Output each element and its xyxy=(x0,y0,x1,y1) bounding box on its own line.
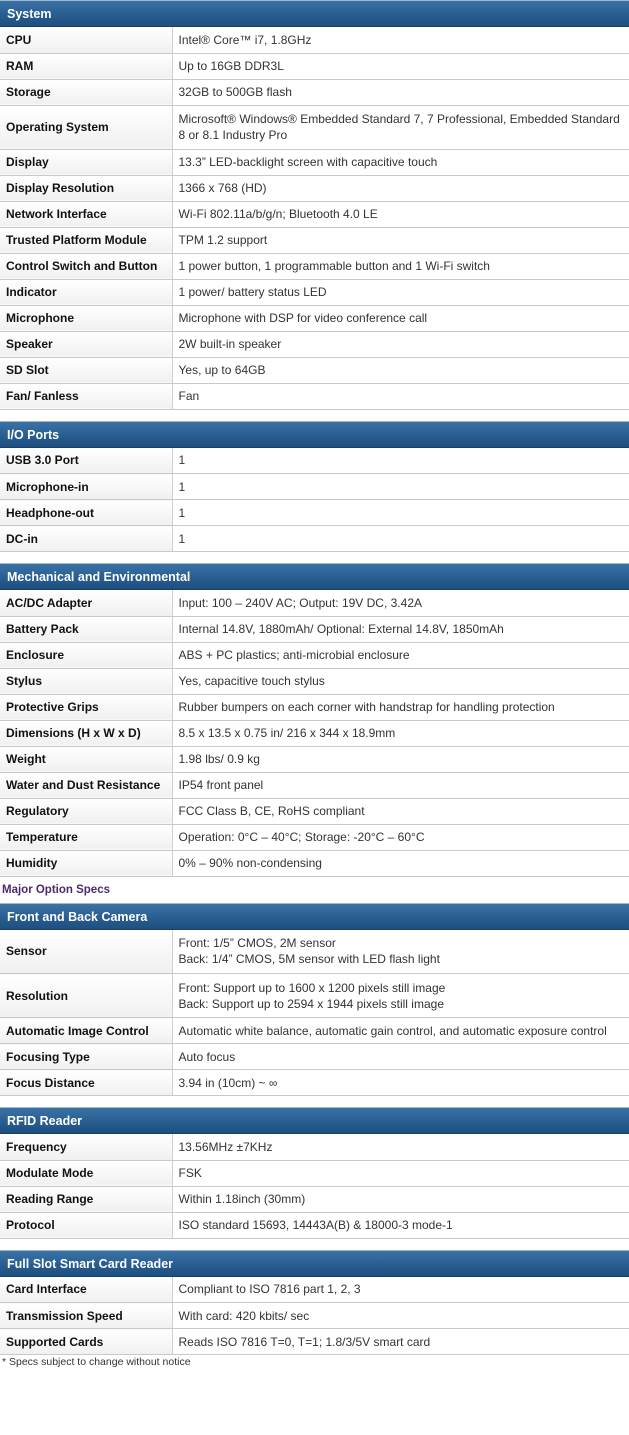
spec-row xyxy=(0,1160,629,1186)
spec-row xyxy=(0,149,629,175)
spec-label: DC-in xyxy=(0,526,172,552)
spec-value: Rubber bumpers on each corner with handstrap for handling protection xyxy=(172,694,629,720)
spec-row xyxy=(0,383,629,409)
spec-label: Operating System xyxy=(0,105,172,149)
spec-row xyxy=(0,1018,629,1044)
spec-label: Automatic Image Control xyxy=(0,1018,172,1044)
spec-label: Enclosure xyxy=(0,642,172,668)
spec-label: RAM xyxy=(0,53,172,79)
spec-label: USB 3.0 Port xyxy=(0,448,172,474)
spec-value: With card: 420 kbits/ sec xyxy=(172,1303,629,1329)
spec-row xyxy=(0,27,629,53)
spec-label: Focus Distance xyxy=(0,1070,172,1096)
spec-label: Resolution xyxy=(0,974,172,1018)
spec-label: Focusing Type xyxy=(0,1044,172,1070)
spec-row xyxy=(0,746,629,772)
spec-label: Frequency xyxy=(0,1134,172,1160)
spec-label: Supported Cards xyxy=(0,1329,172,1355)
spec-row xyxy=(0,357,629,383)
spec-value: 1366 x 768 (HD) xyxy=(172,175,629,201)
spec-value: 13.3” LED-backlight screen with capacitive touch xyxy=(172,149,629,175)
spec-table xyxy=(0,1134,629,1239)
section-spacer xyxy=(0,1239,629,1250)
spec-value: Internal 14.8V, 1880mAh/ Optional: External 14.8V, 1850mAh xyxy=(172,616,629,642)
spec-value: Front: Support up to 1600 x 1200 pixels still image Back: Support up to 2594 x 1944 pixels still image xyxy=(172,974,629,1018)
spec-label: CPU xyxy=(0,27,172,53)
section-full-slot-smart-card-reader xyxy=(0,1250,629,1356)
spec-label: Protective Grips xyxy=(0,694,172,720)
spec-label: Water and Dust Resistance xyxy=(0,772,172,798)
spec-value: IP54 front panel xyxy=(172,772,629,798)
spec-value: 1 power button, 1 programmable button and 1 Wi-Fi switch xyxy=(172,253,629,279)
spec-label: Modulate Mode xyxy=(0,1160,172,1186)
spec-value: Reads ISO 7816 T=0, T=1; 1.8/3/5V smart card xyxy=(172,1329,629,1355)
spec-row xyxy=(0,53,629,79)
spec-row xyxy=(0,616,629,642)
spec-row xyxy=(0,227,629,253)
spec-row xyxy=(0,668,629,694)
spec-row xyxy=(0,798,629,824)
spec-value: 8.5 x 13.5 x 0.75 in/ 216 x 344 x 18.9mm xyxy=(172,720,629,746)
spec-row xyxy=(0,772,629,798)
spec-value: 1 xyxy=(172,448,629,474)
spec-label: Weight xyxy=(0,746,172,772)
spec-value: FSK xyxy=(172,1160,629,1186)
spec-value: Up to 16GB DDR3L xyxy=(172,53,629,79)
spec-value: 3.94 in (10cm) ~ ∞ xyxy=(172,1070,629,1096)
spec-row xyxy=(0,448,629,474)
spec-value: ABS + PC plastics; anti-microbial enclosure xyxy=(172,642,629,668)
spec-row xyxy=(0,824,629,850)
spec-label: Regulatory xyxy=(0,798,172,824)
section-system xyxy=(0,0,629,410)
spec-row xyxy=(0,930,629,974)
section-i-o-ports xyxy=(0,421,629,553)
spec-value: Intel® Core™ i7, 1.8GHz xyxy=(172,27,629,53)
spec-value: 1.98 lbs/ 0.9 kg xyxy=(172,746,629,772)
spec-row xyxy=(0,1134,629,1160)
spec-value: 2W built-in speaker xyxy=(172,331,629,357)
section-header: Front and Back Camera xyxy=(0,903,629,930)
spec-value: Within 1.18inch (30mm) xyxy=(172,1186,629,1212)
spec-label: Speaker xyxy=(0,331,172,357)
spec-value: 1 xyxy=(172,500,629,526)
spec-label: Sensor xyxy=(0,930,172,974)
spec-label: Microphone-in xyxy=(0,474,172,500)
spec-row xyxy=(0,590,629,616)
spec-label: Control Switch and Button xyxy=(0,253,172,279)
spec-label: Network Interface xyxy=(0,201,172,227)
spec-value: 0% – 90% non-condensing xyxy=(172,850,629,876)
spec-row xyxy=(0,1186,629,1212)
spec-value: 1 xyxy=(172,474,629,500)
spec-label: Indicator xyxy=(0,279,172,305)
spec-label: Display Resolution xyxy=(0,175,172,201)
spec-table xyxy=(0,590,629,877)
spec-value: 13.56MHz ±7KHz xyxy=(172,1134,629,1160)
spec-label: Protocol xyxy=(0,1212,172,1238)
spec-row xyxy=(0,175,629,201)
spec-value: 32GB to 500GB flash xyxy=(172,79,629,105)
spec-row xyxy=(0,105,629,149)
spec-value: Input: 100 – 240V AC; Output: 19V DC, 3.42A xyxy=(172,590,629,616)
footnote: * Specs subject to change without notice xyxy=(2,1356,191,1368)
spec-value: Auto focus xyxy=(172,1044,629,1070)
spec-sections-options xyxy=(0,903,629,1356)
spec-label: Battery Pack xyxy=(0,616,172,642)
spec-label: Display xyxy=(0,149,172,175)
spec-label: Headphone-out xyxy=(0,500,172,526)
section-spacer xyxy=(0,1096,629,1107)
spec-row xyxy=(0,1070,629,1096)
spec-value: Yes, up to 64GB xyxy=(172,357,629,383)
spec-value: 1 power/ battery status LED xyxy=(172,279,629,305)
spec-label: SD Slot xyxy=(0,357,172,383)
spec-row xyxy=(0,526,629,552)
spec-label: Fan/ Fanless xyxy=(0,383,172,409)
spec-row xyxy=(0,1303,629,1329)
spec-row xyxy=(0,694,629,720)
spec-label: Card Interface xyxy=(0,1277,172,1303)
spec-row xyxy=(0,850,629,876)
section-header: RFID Reader xyxy=(0,1107,629,1134)
section-header: Mechanical and Environmental xyxy=(0,563,629,590)
spec-table xyxy=(0,27,629,410)
section-spacer xyxy=(0,410,629,421)
spec-row xyxy=(0,1044,629,1070)
section-rfid-reader xyxy=(0,1107,629,1239)
spec-row xyxy=(0,1212,629,1238)
spec-value: FCC Class B, CE, RoHS compliant xyxy=(172,798,629,824)
spec-value: Microphone with DSP for video conference call xyxy=(172,305,629,331)
spec-table xyxy=(0,930,629,1097)
section-spacer xyxy=(0,552,629,563)
spec-label: AC/DC Adapter xyxy=(0,590,172,616)
spec-label: Storage xyxy=(0,79,172,105)
spec-row xyxy=(0,201,629,227)
spec-value: 1 xyxy=(172,526,629,552)
spec-value: Compliant to ISO 7816 part 1, 2, 3 xyxy=(172,1277,629,1303)
spec-value: Microsoft® Windows® Embedded Standard 7, 7 Professional, Embedded Standard 8 or 8.1 Industry Pro xyxy=(172,105,629,149)
spec-label: Temperature xyxy=(0,824,172,850)
spec-row xyxy=(0,331,629,357)
spec-row xyxy=(0,1329,629,1355)
spec-value: Fan xyxy=(172,383,629,409)
spec-value: Yes, capacitive touch stylus xyxy=(172,668,629,694)
spec-label: Dimensions (H x W x D) xyxy=(0,720,172,746)
spec-label: Stylus xyxy=(0,668,172,694)
spec-value: Automatic white balance, automatic gain control, and automatic exposure control xyxy=(172,1018,629,1044)
spec-value: ISO standard 15693, 14443A(B) & 18000-3 mode-1 xyxy=(172,1212,629,1238)
spec-value: Wi-Fi 802.11a/b/g/n; Bluetooth 4.0 LE xyxy=(172,201,629,227)
spec-row xyxy=(0,279,629,305)
spec-row xyxy=(0,642,629,668)
spec-row xyxy=(0,79,629,105)
spec-label: Microphone xyxy=(0,305,172,331)
section-front-and-back-camera xyxy=(0,903,629,1097)
spec-value: Operation: 0°C – 40°C; Storage: -20°C – 60°C xyxy=(172,824,629,850)
spec-label: Transmission Speed xyxy=(0,1303,172,1329)
spec-table xyxy=(0,448,629,553)
spec-row xyxy=(0,305,629,331)
section-header: System xyxy=(0,0,629,27)
spec-row xyxy=(0,720,629,746)
major-option-specs-heading: Major Option Specs xyxy=(2,883,110,896)
spec-row xyxy=(0,474,629,500)
section-header: Full Slot Smart Card Reader xyxy=(0,1250,629,1277)
spec-row xyxy=(0,974,629,1018)
spec-row xyxy=(0,253,629,279)
spec-label: Humidity xyxy=(0,850,172,876)
section-header: I/O Ports xyxy=(0,421,629,448)
spec-label: Reading Range xyxy=(0,1186,172,1212)
spec-table xyxy=(0,1277,629,1356)
spec-value: TPM 1.2 support xyxy=(172,227,629,253)
spec-row xyxy=(0,1277,629,1303)
spec-label: Trusted Platform Module xyxy=(0,227,172,253)
section-mechanical-and-environmental xyxy=(0,563,629,877)
spec-value: Front: 1/5” CMOS, 2M sensor Back: 1/4” CMOS, 5M sensor with LED flash light xyxy=(172,930,629,974)
spec-row xyxy=(0,500,629,526)
